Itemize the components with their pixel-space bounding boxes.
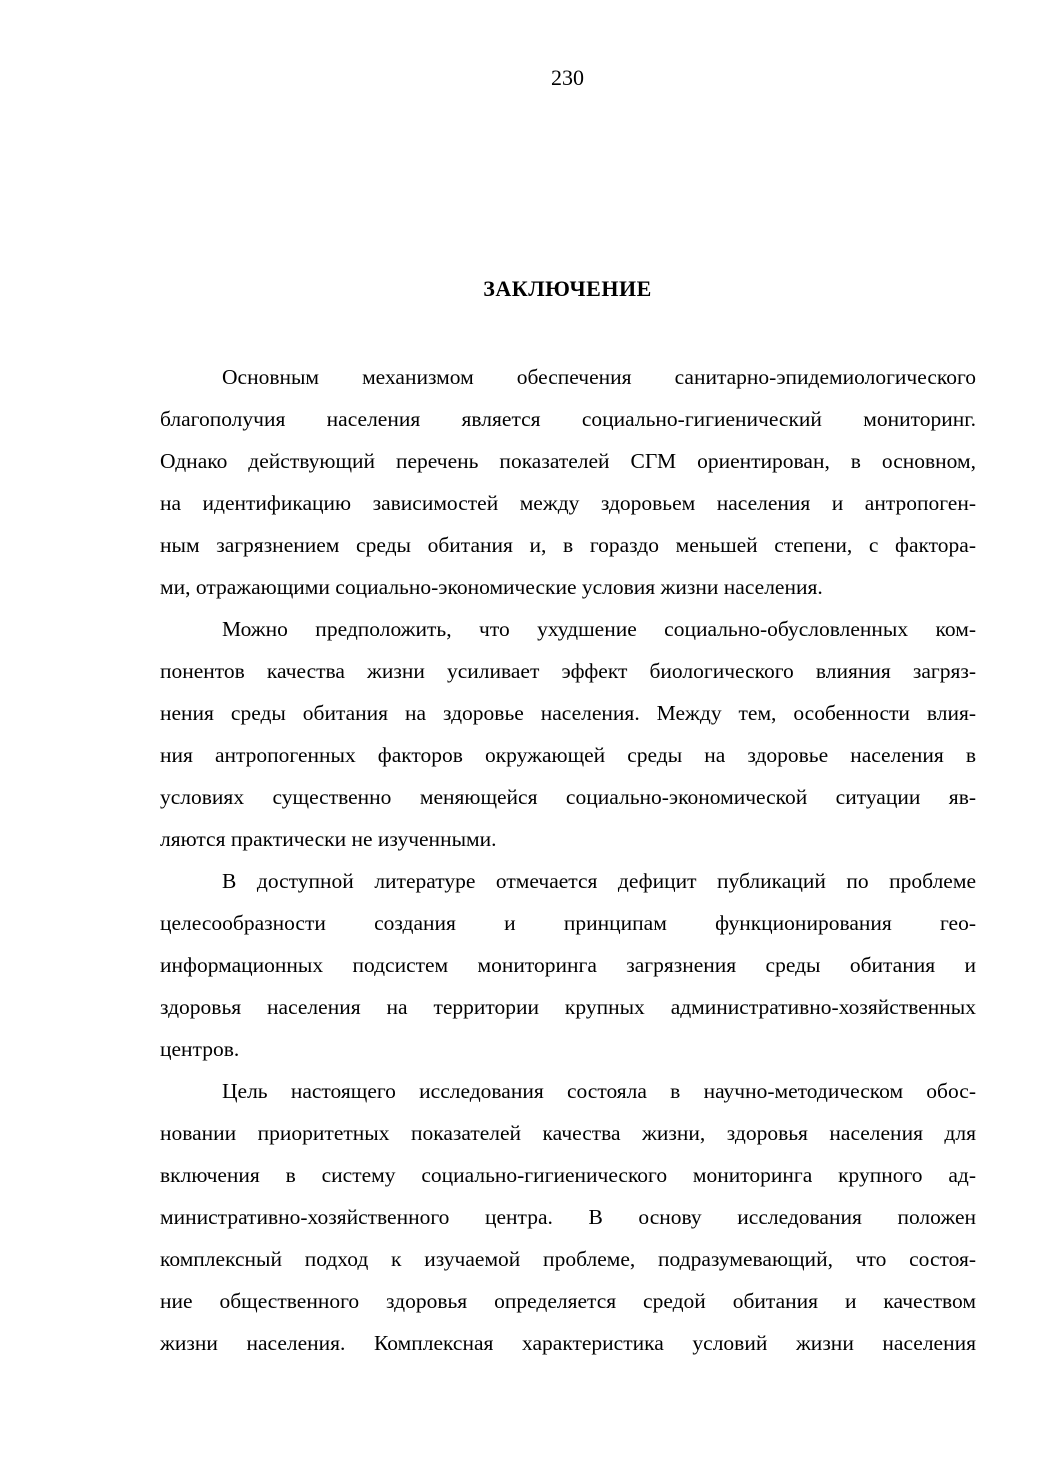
text-line: нения среды обитания на здоровье населения. Между тем, особенности влия- xyxy=(160,701,976,725)
text-line: Однако действующий перечень показателей СГМ ориентирован, в основном, xyxy=(160,449,976,473)
text-line: центров. xyxy=(160,1037,240,1061)
text-line: министративно-хозяйственного центра. В основу исследования положен xyxy=(160,1205,976,1229)
text-line: здоровья населения на территории крупных административно-хозяйственных xyxy=(160,995,976,1019)
body-text xyxy=(160,356,976,1364)
text-line: Цель настоящего исследования состояла в научно-методическом обос- xyxy=(222,1079,976,1103)
text-line: информационных подсистем мониторинга загрязнения среды обитания и xyxy=(160,953,976,977)
text-line: ние общественного здоровья определяется средой обитания и качеством xyxy=(160,1289,976,1313)
text-line: Основным механизмом обеспечения санитарно-эпидемиологического xyxy=(222,365,976,389)
page-number: 230 xyxy=(551,65,584,90)
text-line: ми, отражающими социально-экономические условия жизни населения. xyxy=(160,575,823,599)
paragraph-2 xyxy=(160,608,976,860)
text-line: ным загрязнением среды обитания и, в гораздо меньшей степени, с фактора- xyxy=(160,533,976,557)
text-line: новании приоритетных показателей качества жизни, здоровья населения для xyxy=(160,1121,976,1145)
text-line: ния антропогенных факторов окружающей среды на здоровье населения в xyxy=(160,743,976,767)
text-line: комплексный подход к изучаемой проблеме, подразумевающий, что состоя- xyxy=(160,1247,976,1271)
text-line: Можно предположить, что ухудшение социально-обусловленных ком- xyxy=(222,617,976,641)
text-line: понентов качества жизни усиливает эффект биологического влияния загряз- xyxy=(160,659,976,683)
text-line: жизни населения. Комплексная характеристика условий жизни населения xyxy=(160,1331,976,1355)
paragraph-1 xyxy=(160,356,976,608)
text-line: В доступной литературе отмечается дефицит публикаций по проблеме xyxy=(222,869,976,893)
text-line: условиях существенно меняющейся социально-экономической ситуации яв- xyxy=(160,785,976,809)
section-heading: ЗАКЛЮЧЕНИЕ xyxy=(483,276,652,301)
text-line: включения в систему социально-гигиенического мониторинга крупного ад- xyxy=(160,1163,976,1187)
paragraph-4 xyxy=(160,1070,976,1364)
paragraph-3 xyxy=(160,860,976,1070)
text-line: благополучия населения является социально-гигиенический мониторинг. xyxy=(160,407,976,431)
text-line: ляются практически не изученными. xyxy=(160,827,497,851)
text-line: на идентификацию зависимостей между здоровьем населения и антропоген- xyxy=(160,491,976,515)
text-line: целесообразности создания и принципам функционирования гео- xyxy=(160,911,976,935)
